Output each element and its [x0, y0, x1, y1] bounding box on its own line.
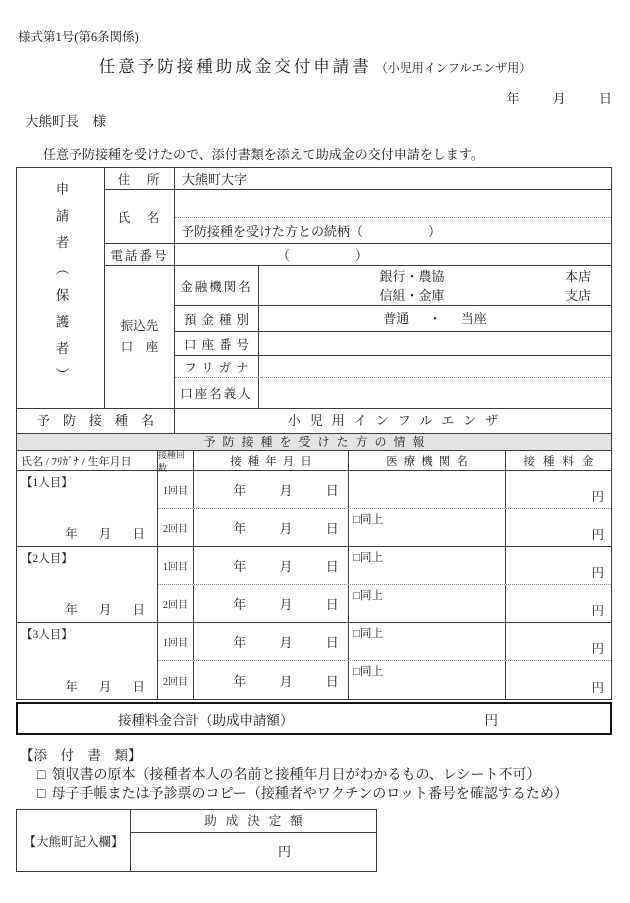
account-holder-label: 口座名義人: [175, 378, 259, 408]
town-entry-label: 【大熊町記入欄】: [17, 810, 131, 871]
shot-row: [158, 623, 611, 661]
person-2-dob: 年 月 日: [65, 603, 145, 617]
account-number-label: 口座番号: [175, 332, 259, 355]
shot-clinic-same-checkbox: □同上: [349, 623, 506, 660]
person-2-name-cell: [17, 547, 158, 622]
grant-amount-cell: [131, 833, 376, 871]
account-type-label: 預金種別: [175, 306, 259, 331]
total-fee-unit: 円: [484, 712, 498, 728]
recipients-section-title: 予防接種を受けた方の情報: [17, 434, 611, 451]
applicant-side-label: 申請者（保護者）: [53, 182, 69, 394]
shot-count: 1回目: [158, 623, 194, 660]
shot-count: 2回目: [158, 509, 194, 547]
shot-row: [158, 471, 611, 509]
shot-date: 年 月 日: [194, 623, 349, 660]
person-1-label: 【1人目】: [21, 477, 73, 489]
institution-options: 銀行・農協 信組・金庫: [379, 269, 445, 303]
address-label: 住 所: [105, 168, 175, 189]
grant-amount-unit: 円: [277, 844, 291, 859]
transfer-account-label: 振込先 口 座: [105, 266, 175, 408]
attachment-item-2: [37, 785, 568, 804]
form-number: 様式第1号(第6条関係): [18, 30, 139, 44]
fee-unit: 円: [591, 681, 604, 695]
recipients-header-row: [17, 451, 611, 471]
name-label: 氏 名: [105, 190, 175, 243]
person-block-2: [17, 547, 611, 623]
person-3-name-cell: [17, 623, 158, 699]
person-3-label: 【3人目】: [21, 629, 73, 641]
addressee: 大熊町長 様: [25, 114, 106, 129]
person-3-dob: 年 月 日: [65, 680, 145, 694]
town-entry-box: [16, 809, 377, 872]
header-date: 接種年月日: [194, 451, 349, 470]
shot-row: [158, 509, 611, 547]
fee-unit: 円: [591, 528, 604, 542]
header-fee: 接種料金: [523, 455, 602, 468]
shot-clinic-same-checkbox: □同上: [349, 509, 506, 547]
shot-row: [158, 585, 611, 623]
attachment-item-1: [37, 766, 568, 785]
shot-fee-cell: [506, 509, 611, 547]
account-number-input-area: [259, 332, 611, 355]
vaccine-name-label: 予防接種名: [17, 409, 175, 433]
shot-count: 1回目: [158, 547, 194, 584]
fee-unit: 円: [591, 565, 604, 580]
shot-fee-cell: [506, 547, 611, 584]
shot-fee-cell: [506, 585, 611, 623]
header-name: 氏名 / ﾌﾘｶﾞﾅ / 生年月日: [17, 451, 158, 470]
header-clinic: 医療機関名: [349, 451, 506, 470]
shot-row: [158, 661, 611, 699]
form-title: 任意予防接種助成金交付申請書: [98, 57, 372, 76]
institution-label: 金融機関名: [175, 266, 259, 305]
fee-unit: 円: [591, 642, 604, 656]
shot-date: 年 月 日: [194, 585, 349, 623]
applicant-table: [16, 167, 612, 434]
shot-date: 年 月 日: [194, 547, 349, 584]
shot-clinic-same-checkbox: □同上: [349, 547, 506, 584]
shot-fee-cell: [506, 661, 611, 699]
shot-row: [158, 547, 611, 585]
relation-line: 予防接種を受けた方との続柄（ ）: [181, 224, 442, 239]
shot-fee-cell: [506, 623, 611, 660]
fee-unit: 円: [591, 489, 604, 504]
shot-clinic: [349, 471, 506, 508]
shot-clinic-same-checkbox: □同上: [349, 661, 506, 699]
shot-count: 1回目: [158, 471, 194, 508]
phone-label: 電話番号: [105, 244, 175, 265]
person-1-name-cell: [17, 471, 158, 546]
attachments-title: 【添 付 書 類】: [20, 748, 142, 763]
header-count: 接種回数: [158, 451, 194, 470]
account-type-value: 普通 ・ 当座: [383, 311, 487, 326]
fee-unit: 円: [591, 604, 604, 618]
shot-fee-cell: [506, 471, 611, 508]
address-value: 大熊町大字: [182, 172, 248, 187]
form-title-line: [0, 53, 630, 77]
vaccine-name-value: 小児用インフルエンザ: [287, 413, 508, 428]
date-line: 年 月 日: [506, 91, 612, 106]
attachment-item-2-text: 母子手帳または予診票のコピー（接種者やワクチンのロット番号を確認するため）: [51, 787, 568, 802]
applicant-side-cell: [17, 168, 105, 408]
shot-date: 年 月 日: [194, 661, 349, 699]
intro-text: 任意予防接種を受けたので、添付書類を添えて助成金の交付申請をします。: [43, 147, 484, 162]
person-block-1: [17, 471, 611, 547]
recipients-table: [16, 433, 612, 700]
shot-count: 2回目: [158, 585, 194, 623]
total-fee-row: [16, 702, 612, 735]
branch-options: 本店 支店: [565, 269, 592, 303]
total-fee-label: 接種料金合計（助成申請額）: [118, 712, 294, 728]
shot-clinic-same-checkbox: □同上: [349, 585, 506, 623]
grant-amount-header: 助成決定額: [131, 810, 376, 833]
phone-value: （ ）: [277, 248, 369, 263]
furigana-input-area: [259, 356, 611, 377]
account-holder-input-area: [259, 378, 611, 408]
shot-count: 2回目: [158, 661, 194, 699]
shot-date: 年 月 日: [194, 509, 349, 547]
attachment-item-1-text: 領収書の原本（接種者本人の名前と接種年月日がわかるもの、レシート不可）: [51, 768, 541, 783]
person-block-3: [17, 623, 611, 699]
attachments-section: [20, 744, 568, 804]
checkbox-icon: □: [37, 787, 46, 802]
person-1-dob: 年 月 日: [65, 527, 145, 541]
checkbox-icon: □: [37, 768, 46, 783]
name-input-area: [175, 190, 611, 218]
shot-date: 年 月 日: [194, 471, 349, 508]
form-title-note: （小児用インフルエンザ用）: [375, 61, 532, 75]
furigana-label: フリガナ: [175, 356, 259, 377]
person-2-label: 【2人目】: [21, 553, 73, 565]
